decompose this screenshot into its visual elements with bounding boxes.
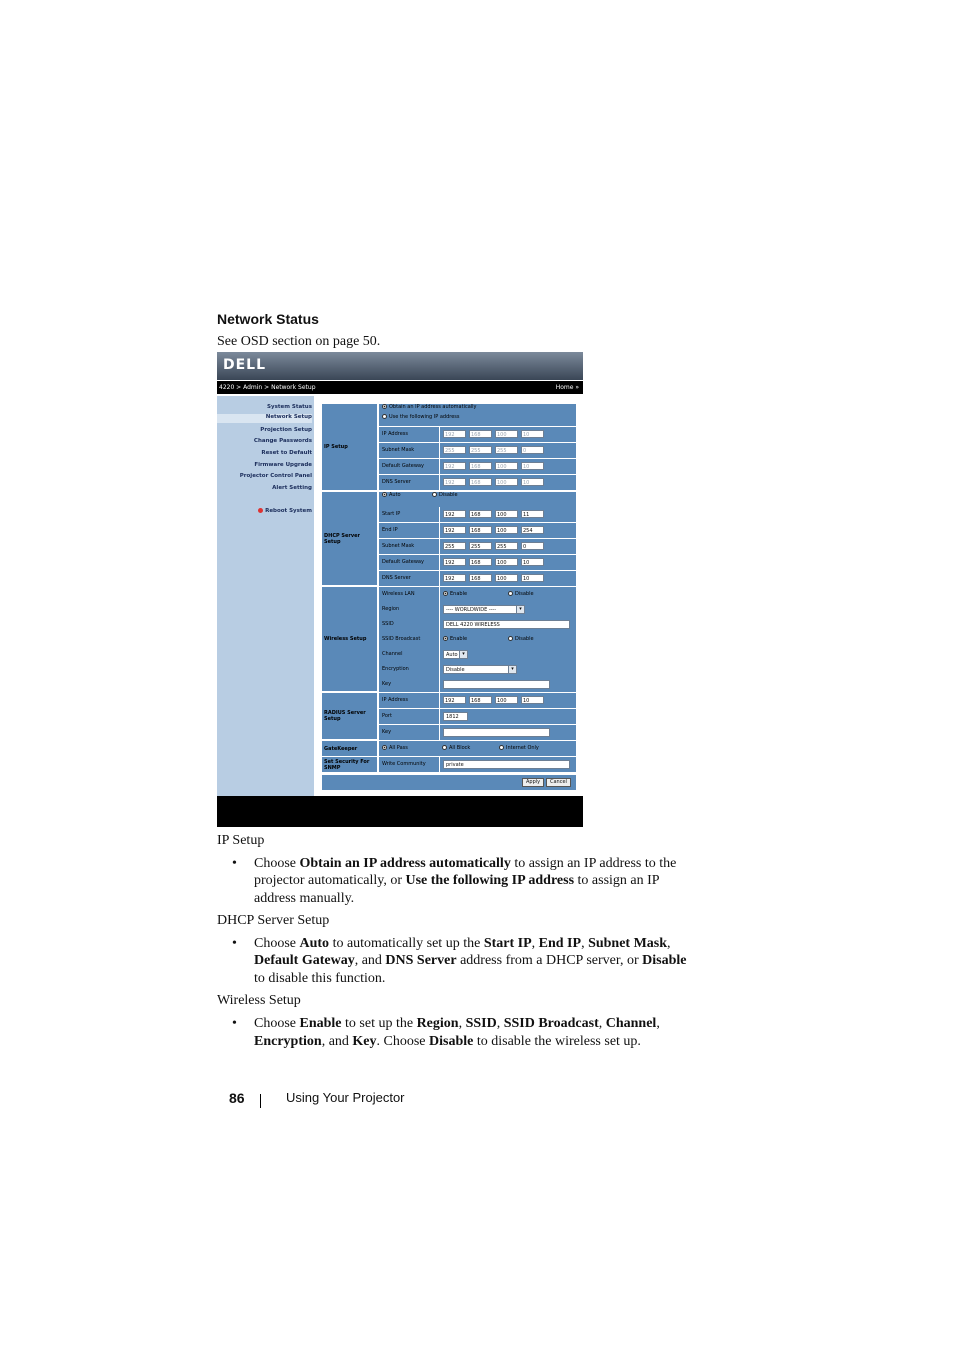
term: Subnet Mask: [588, 936, 668, 951]
term: Disable: [642, 953, 687, 968]
chevron-down-icon: ▾: [508, 666, 516, 673]
subnet-mask-fields: [440, 443, 576, 458]
section-dhcp-setup: DHCP Server Setup: [322, 492, 377, 585]
dgw-octet-2[interactable]: 168: [469, 558, 492, 566]
chevron-down-icon: ▾: [459, 651, 467, 658]
ssid-broadcast-options: [440, 632, 576, 647]
dmask-octet-4[interactable]: 0: [521, 542, 544, 550]
text: ,: [667, 936, 671, 951]
dgw-octet-3[interactable]: 100: [495, 558, 518, 566]
sidebar-item-reset-to-default[interactable]: Reset to Default: [261, 450, 312, 456]
write-community-input[interactable]: private: [443, 760, 570, 769]
mask-octet-3[interactable]: 255: [495, 446, 518, 454]
radio-icon: [508, 591, 513, 596]
chevron-down-icon: ▾: [516, 606, 524, 613]
network-setup-screenshot: [217, 352, 583, 827]
dhcp-dns-server-label: DNS Server: [379, 571, 439, 586]
dgw-octet-1[interactable]: 192: [443, 558, 466, 566]
dns-server-label: DNS Server: [379, 475, 439, 490]
radius-ip-fields: [440, 693, 576, 708]
port-field: [440, 709, 576, 724]
term: SSID Broadcast: [503, 1016, 599, 1031]
ssid-input[interactable]: DELL 4220 WIRELESS: [443, 620, 570, 629]
ddns-octet-4[interactable]: 10: [521, 574, 544, 582]
sidebar-item-alert-setting[interactable]: Alert Setting: [272, 485, 312, 491]
rip-octet-1[interactable]: 192: [443, 696, 466, 704]
text: , and: [321, 1034, 353, 1049]
ip-setup-bullet: [232, 856, 712, 908]
dns-octet-3[interactable]: 100: [495, 478, 518, 486]
encryption-field: [440, 662, 576, 677]
top-banner: [217, 352, 583, 380]
text: ,: [496, 1016, 504, 1031]
dns-octet-2[interactable]: 168: [469, 478, 492, 486]
ip-octet-2[interactable]: 168: [469, 430, 492, 438]
channel-label: Channel: [379, 647, 439, 662]
sidebar-item-projector-control-panel[interactable]: Projector Control Panel: [239, 473, 312, 479]
dhcp-subnet-mask-fields: [440, 539, 576, 554]
sidebar-item-network-setup[interactable]: Network Setup: [217, 414, 312, 423]
dhcp-auto-option[interactable]: Auto: [382, 488, 401, 503]
term: Region: [416, 1016, 459, 1031]
wireless-key-input[interactable]: [443, 680, 550, 689]
port-input[interactable]: 1812: [443, 712, 468, 721]
dns-server-fields: [440, 475, 576, 490]
gk-all-block-option[interactable]: All Block: [442, 741, 470, 756]
ip-address-fields: [440, 427, 576, 442]
section-wireless-setup: Wireless Setup: [322, 587, 377, 691]
term: Default Gateway: [254, 953, 355, 968]
term: End IP: [538, 936, 582, 951]
cancel-button[interactable]: Cancel: [546, 778, 571, 787]
gw-octet-2[interactable]: 168: [469, 462, 492, 470]
wlan-disable-option[interactable]: Disable: [508, 587, 534, 602]
wlan-enable-option[interactable]: Enable: [443, 587, 467, 602]
wireless-key-field: [440, 677, 576, 692]
gatekeeper-options: [379, 741, 576, 756]
start-octet-1[interactable]: 192: [443, 510, 466, 518]
ip-auto-option[interactable]: Obtain an IP address automatically: [382, 400, 477, 415]
ddns-octet-1[interactable]: 192: [443, 574, 466, 582]
dns-octet-4[interactable]: 10: [521, 478, 544, 486]
section-snmp: Set Security For SNMP: [322, 757, 377, 772]
text: address from a DHCP server, or: [456, 953, 643, 968]
text: to automatically set up the: [329, 936, 484, 951]
port-label: Port: [379, 709, 439, 724]
text: ,: [598, 1016, 606, 1031]
end-octet-2[interactable]: 168: [469, 526, 492, 534]
text: , and: [354, 953, 386, 968]
radio-icon: [382, 404, 387, 409]
radius-key-field: [440, 725, 576, 740]
start-ip-fields: [440, 507, 576, 522]
end-octet-4[interactable]: 254: [521, 526, 544, 534]
ddns-octet-2[interactable]: 168: [469, 574, 492, 582]
sidebar-item-firmware-upgrade[interactable]: Firmware Upgrade: [254, 462, 312, 468]
term: Obtain an IP address automatically: [299, 856, 511, 871]
encryption-label: Encryption: [379, 662, 439, 677]
term: Start IP: [483, 936, 532, 951]
text: projector automatically, or: [254, 873, 406, 888]
term: DNS Server: [385, 953, 457, 968]
region-label: Region: [379, 602, 439, 617]
end-ip-label: End IP: [379, 523, 439, 538]
dhcp-subnet-mask-label: Subnet Mask: [379, 539, 439, 554]
text: . Choose: [376, 1034, 430, 1049]
bullet-dot: •: [232, 1016, 237, 1031]
dhcp-default-gateway-label: Default Gateway: [379, 555, 439, 570]
apply-button[interactable]: Apply: [522, 778, 544, 787]
text: to assign an IP: [574, 873, 660, 888]
subnet-mask-label: Subnet Mask: [379, 443, 439, 458]
radio-icon: [499, 745, 504, 750]
write-community-label: Write Community: [379, 757, 439, 772]
sidebar-item-projection-setup[interactable]: Projection Setup: [260, 427, 312, 433]
bullet-dot: •: [232, 856, 237, 871]
region-select[interactable]: ---- WORLDWIDE ---- ▾: [443, 605, 525, 614]
radio-icon: [382, 492, 387, 497]
term: Disable: [429, 1034, 474, 1049]
ssid-label: SSID: [379, 617, 439, 632]
text: to set up the: [341, 1016, 417, 1031]
region-field: [440, 602, 576, 617]
term: Key: [352, 1034, 377, 1049]
ssid-field: [440, 617, 576, 632]
text: ,: [656, 1016, 660, 1031]
gw-octet-1[interactable]: 192: [443, 462, 466, 470]
section-gatekeeper: GateKeeper: [322, 741, 377, 756]
wireless-setup-title: Wireless Setup: [217, 993, 301, 1008]
sidebar-item-change-passwords[interactable]: Change Passwords: [253, 438, 312, 444]
end-octet-3[interactable]: 100: [495, 526, 518, 534]
text: ,: [458, 1016, 466, 1031]
page-number: 86: [229, 1090, 245, 1106]
screenshot-footer-bar: [217, 796, 583, 827]
sidebar: [217, 396, 314, 796]
ip-mode-options: [379, 404, 576, 426]
term: Encryption: [254, 1034, 322, 1049]
dmask-octet-1[interactable]: 255: [443, 542, 466, 550]
radius-key-label: Key: [379, 725, 439, 740]
term: Use the following IP address: [405, 873, 575, 888]
breadcrumb-bar: [217, 381, 583, 394]
radio-icon: [443, 591, 448, 596]
text: Choose: [254, 856, 300, 871]
footer-title: Using Your Projector: [286, 1090, 405, 1105]
dhcp-setup-bullet: [232, 936, 712, 988]
mask-octet-2[interactable]: 255: [469, 446, 492, 454]
mask-octet-1[interactable]: 255: [443, 446, 466, 454]
end-octet-1[interactable]: 192: [443, 526, 466, 534]
term: Auto: [299, 936, 330, 951]
term: Enable: [299, 1016, 342, 1031]
dmask-octet-2[interactable]: 255: [469, 542, 492, 550]
section-radius-setup: RADIUS Server Setup: [322, 693, 377, 739]
channel-select[interactable]: Auto ▾: [443, 650, 468, 659]
term: SSID: [465, 1016, 497, 1031]
dhcp-default-gateway-fields: [440, 555, 576, 570]
text: ,: [581, 936, 589, 951]
wireless-lan-label: Wireless LAN: [379, 587, 439, 602]
dhcp-disable-option[interactable]: Disable: [432, 488, 458, 503]
radius-ip-label: IP Address: [379, 693, 439, 708]
page-heading: Network Status: [217, 311, 319, 327]
section-ip-setup: IP Setup: [322, 404, 377, 490]
start-octet-2[interactable]: 168: [469, 510, 492, 518]
dell-logo: DELL: [223, 357, 267, 373]
dhcp-dns-server-fields: [440, 571, 576, 586]
start-octet-3[interactable]: 100: [495, 510, 518, 518]
ip-address-label: IP Address: [379, 427, 439, 442]
ssid-broadcast-disable-option[interactable]: Disable: [508, 632, 534, 647]
write-community-field: [440, 757, 576, 772]
mask-octet-4[interactable]: 0: [521, 446, 544, 454]
text: to assign an IP address to the: [510, 856, 677, 871]
ip-manual-option[interactable]: Use the following IP address: [382, 410, 460, 425]
text: ,: [531, 936, 539, 951]
intro-text: See OSD section on page 50.: [217, 334, 381, 349]
gk-internet-only-option[interactable]: Internet Only: [499, 741, 539, 756]
ssid-broadcast-enable-option[interactable]: Enable: [443, 632, 467, 647]
ssid-broadcast-label: SSID Broadcast: [379, 632, 439, 647]
text: Choose: [254, 1016, 300, 1031]
radius-key-input[interactable]: [443, 728, 550, 737]
wireless-setup-bullet: [232, 1016, 712, 1052]
start-ip-label: Start IP: [379, 507, 439, 522]
button-row: [322, 775, 576, 790]
radio-icon: [442, 745, 447, 750]
text: Choose: [254, 936, 300, 951]
dns-octet-1[interactable]: 192: [443, 478, 466, 486]
bullet-dot: •: [232, 936, 237, 951]
dhcp-setup-title: DHCP Server Setup: [217, 913, 330, 928]
sidebar-item-reboot-system[interactable]: Reboot System: [217, 508, 312, 514]
text: to disable this function.: [254, 971, 386, 986]
ip-octet-4[interactable]: 10: [521, 430, 544, 438]
rip-octet-3[interactable]: 100: [495, 696, 518, 704]
wireless-key-label: Key: [379, 677, 439, 692]
dmask-octet-3[interactable]: 255: [495, 542, 518, 550]
breadcrumb: 4220 > Admin > Network Setup: [219, 384, 316, 391]
radio-icon: [508, 636, 513, 641]
default-gateway-label: Default Gateway: [379, 459, 439, 474]
end-ip-fields: [440, 523, 576, 538]
rip-octet-2[interactable]: 168: [469, 696, 492, 704]
gk-all-pass-option[interactable]: All Pass: [382, 741, 408, 756]
ddns-octet-3[interactable]: 100: [495, 574, 518, 582]
wireless-lan-options: [440, 587, 576, 602]
gw-octet-3[interactable]: 100: [495, 462, 518, 470]
radio-icon: [382, 414, 387, 419]
radio-icon: [443, 636, 448, 641]
radio-icon: [382, 745, 387, 750]
default-gateway-fields: [440, 459, 576, 474]
rip-octet-4[interactable]: 10: [521, 696, 544, 704]
home-link[interactable]: Home »: [555, 384, 579, 391]
term: Channel: [605, 1016, 657, 1031]
text: address manually.: [254, 891, 355, 906]
encryption-select[interactable]: Disable ▾: [443, 665, 517, 674]
ip-octet-3[interactable]: 100: [495, 430, 518, 438]
dhcp-mode-options: [379, 492, 576, 507]
footer-divider: [260, 1094, 261, 1108]
radio-icon: [432, 492, 437, 497]
sidebar-item-system-status[interactable]: System Status: [267, 404, 312, 410]
ip-octet-1[interactable]: 192: [443, 430, 466, 438]
reboot-icon: [258, 508, 263, 513]
dgw-octet-4[interactable]: 10: [521, 558, 544, 566]
channel-field: [440, 647, 576, 662]
gw-octet-4[interactable]: 10: [521, 462, 544, 470]
start-octet-4[interactable]: 11: [521, 510, 544, 518]
ip-setup-title: IP Setup: [217, 833, 265, 848]
text: to disable the wireless set up.: [473, 1034, 641, 1049]
